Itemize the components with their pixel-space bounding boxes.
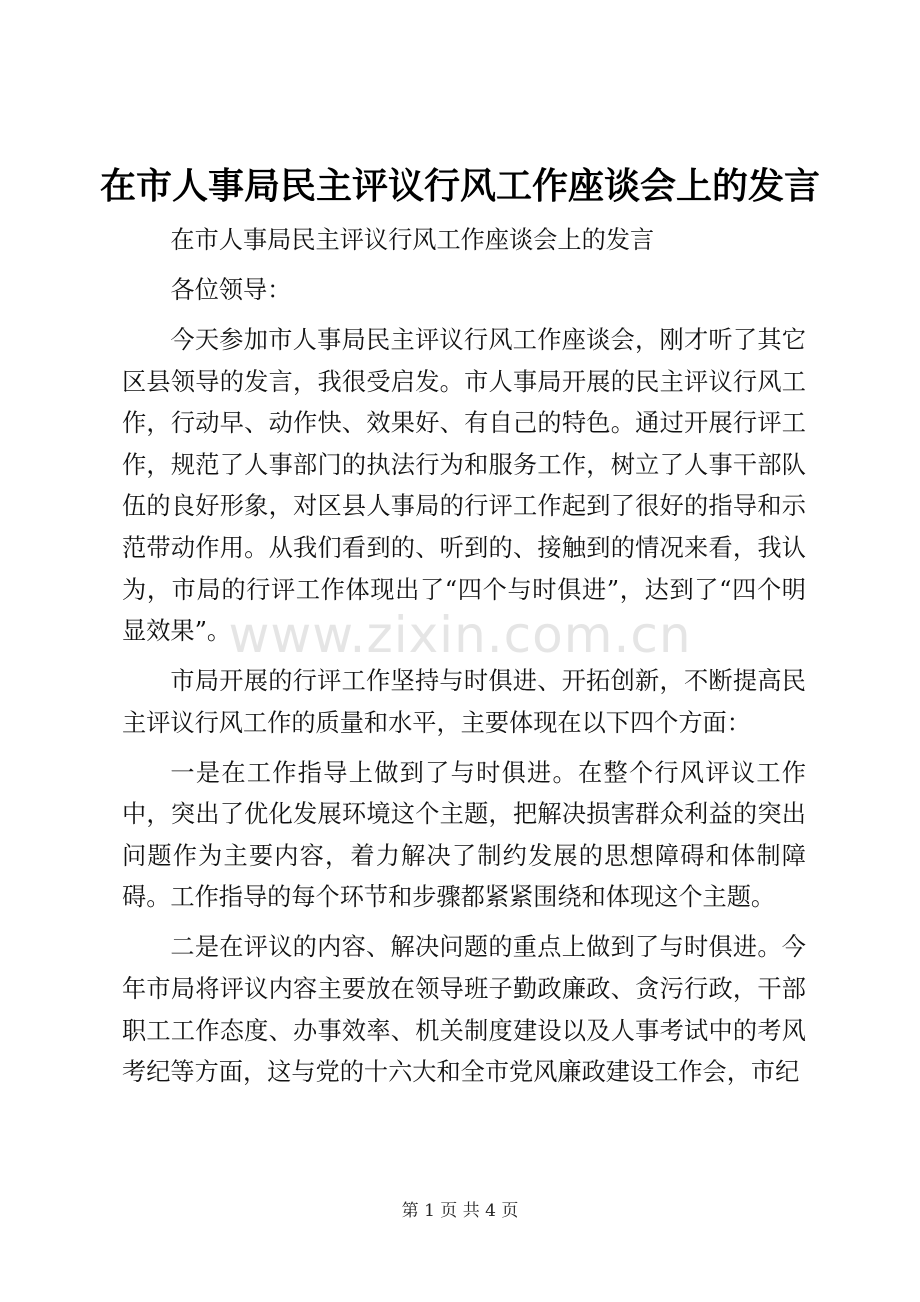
document-title: 在市人事局民主评议行风工作座谈会上的发言 xyxy=(99,166,820,207)
body-paragraph: 市局开展的行评工作坚持与时俱进、开拓创新，不断提高民主评议行风工作的质量和水平，主要体现在以下四个方面： xyxy=(122,667,806,737)
body-paragraph-salutation: 各位领导： xyxy=(170,275,292,304)
watermark: www.zixin.com.cn xyxy=(228,606,692,664)
body-paragraph: 二是在评议的内容、解决问题的重点上做到了与时俱进。今年市局将评议内容主要放在领导班子勤政廉政、贪污行政，干部职工工作态度、办事效率、机关制度建设以及人事考试中的考风考纪等方面，这与党的十六大和全市党风廉政建设工作会，市纪 xyxy=(122,933,806,1087)
body-paragraph: 今天参加市人事局民主评议行风工作座谈会，刚才听了其它区县领导的发言，我很受启发。市人事局开展的民主评议行风工作，行动早、动作快、效果好、有自己的特色。通过开展行评工作，规范了人事部门的执法行为和服务工作，树立了人事干部队伍的良好形象，对区县人事局的行评工作起到了很好的指导和示范带动作用。从我们看到的、听到的、接触到的情况来看，我认为，市局的行评工作体现出了“四个与时俱进”，达到了“四个明显效果”。 xyxy=(122,325,806,646)
body-paragraph-subtitle: 在市人事局民主评议行风工作座谈会上的发言 xyxy=(170,226,655,254)
body-paragraph: 一是在工作指导上做到了与时俱进。在整个行风评议工作中，突出了优化发展环境这个主题，把解决损害群众利益的突出问题作为主要内容，着力解决了制约发展的思想障碍和体制障碍。工作指导的每个环节和步骤都紧紧围绕和体现这个主题。 xyxy=(122,758,806,912)
document-body xyxy=(122,220,806,1102)
page-footer: 第 1 页 共 4 页 xyxy=(401,1201,519,1221)
